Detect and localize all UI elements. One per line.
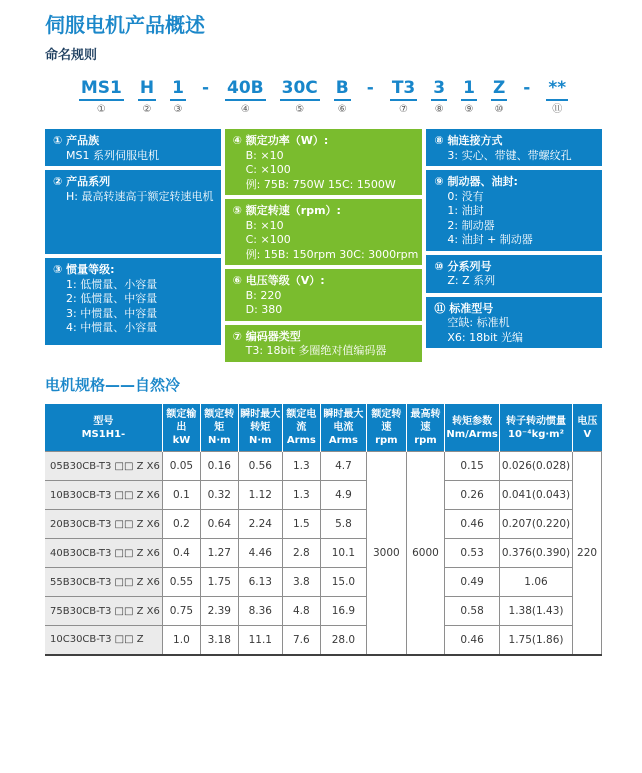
legend-box-item: 3: 实心、带键、带螺纹孔 <box>447 148 572 162</box>
legend-box-title: ⑤ 额定转速（rpm）: <box>232 204 341 217</box>
legend-box-item: T3: 18bit 多圈绝对值编码器 <box>245 344 387 357</box>
max-torque-cell: 4.46 <box>238 539 282 568</box>
naming-legend-box <box>225 269 423 321</box>
model-code-segment <box>334 78 351 116</box>
rated-output-cell: 0.55 <box>162 568 200 597</box>
max-current-cell: 4.7 <box>320 452 366 481</box>
rated-current-cell: 1.5 <box>283 510 321 539</box>
naming-legend-box <box>225 129 423 195</box>
model-code-segment <box>280 78 320 116</box>
legend-box-title: ⑪ 标准型号 <box>434 301 494 315</box>
max-torque-cell: 1.12 <box>238 481 282 510</box>
rotor-inertia-cell: 1.38(1.43) <box>499 597 572 626</box>
model-cell: 20B30CB-T3 □□ Z X6 <box>45 510 162 539</box>
column-header-name: 瞬时最大电流 <box>323 409 364 433</box>
model-cell: 40B30CB-T3 □□ Z X6 <box>45 539 162 568</box>
legend-box-item: C: ×100 <box>245 233 291 246</box>
model-code-segment-number: ④ <box>240 104 250 115</box>
legend-box-item: B: 220 <box>245 288 282 302</box>
column-header-name: 瞬时最大转矩 <box>240 409 281 433</box>
rated-output-cell: 0.05 <box>162 452 200 481</box>
column-header <box>573 404 602 452</box>
rated-output-cell: 0.4 <box>162 539 200 568</box>
legend-box-title: ② 产品系列 <box>53 175 111 188</box>
max-current-cell: 15.0 <box>320 568 366 597</box>
column-header-name: 最高转速 <box>410 409 441 433</box>
model-code-segment-text: ** <box>546 78 568 101</box>
legend-box-item: MS1 系列伺服电机 <box>66 148 159 162</box>
legend-box-item: 4: 油封 + 制动器 <box>447 233 533 246</box>
model-code-segment-text: 3 <box>431 78 447 101</box>
model-code-segment <box>225 78 266 116</box>
rated-current-cell: 3.8 <box>283 568 321 597</box>
model-cell: 10C30CB-T3 □□ Z <box>45 626 162 655</box>
legend-box-title: ④ 额定功率（W）: <box>232 134 329 147</box>
max-torque-cell: 6.13 <box>238 568 282 597</box>
model-code-segment <box>431 78 447 116</box>
model-code-segment-text: 1 <box>461 78 477 101</box>
legend-box-title: ⑧ 轴连接方式 <box>434 134 503 147</box>
table-row <box>45 626 602 655</box>
column-header-name: 额定输出 <box>166 409 197 433</box>
model-code-segment-text: - <box>201 78 210 98</box>
column-header-name: 额定电流 <box>286 409 317 433</box>
model-code-segment-text: B <box>334 78 351 101</box>
max-current-cell: 16.9 <box>320 597 366 626</box>
column-header-unit: Arms <box>286 435 316 446</box>
legend-box-item: C: ×100 <box>245 163 291 176</box>
max-speed-cell: 6000 <box>406 452 445 655</box>
column-header <box>367 404 406 452</box>
legend-box-title: ③ 惯量等级: <box>53 263 115 276</box>
column-header-unit: rpm <box>375 435 398 446</box>
column-header <box>238 404 282 452</box>
legend-box-title: ① 产品族 <box>53 134 100 147</box>
rated-torque-cell: 0.64 <box>201 510 239 539</box>
model-code-segment <box>170 78 186 116</box>
max-current-cell: 5.8 <box>320 510 366 539</box>
rotor-inertia-cell: 1.06 <box>499 568 572 597</box>
rated-current-cell: 7.6 <box>283 626 321 655</box>
model-code-segment <box>79 78 124 116</box>
legend-box-item: X6: 18bit 光编 <box>447 330 523 344</box>
torque-param-cell: 0.46 <box>445 626 499 655</box>
rated-torque-cell: 0.16 <box>201 452 239 481</box>
table-row <box>45 481 602 510</box>
rated-torque-cell: 3.18 <box>201 626 239 655</box>
table-row <box>45 568 602 597</box>
torque-param-cell: 0.15 <box>445 452 499 481</box>
max-current-cell: 10.1 <box>320 539 366 568</box>
column-header-unit: MS1H1- <box>81 428 126 440</box>
column-header-unit: rpm <box>414 435 437 446</box>
model-cell: 05B30CB-T3 □□ Z X6 <box>45 452 162 481</box>
max-torque-cell: 8.36 <box>238 597 282 626</box>
rated-current-cell: 4.8 <box>283 597 321 626</box>
naming-legend <box>45 129 602 357</box>
naming-legend-box <box>45 258 221 345</box>
max-current-cell: 28.0 <box>320 626 366 655</box>
legend-box-title: ⑥ 电压等级（V）: <box>232 274 325 287</box>
torque-param-cell: 0.53 <box>445 539 499 568</box>
model-code-segment-number: ① <box>96 104 106 115</box>
model-code-segment-number: ⑪ <box>552 104 563 115</box>
max-current-cell: 4.9 <box>320 481 366 510</box>
column-header <box>406 404 445 452</box>
column-header <box>45 404 162 452</box>
torque-param-cell: 0.58 <box>445 597 499 626</box>
table-row <box>45 597 602 626</box>
legend-box-item: 1: 低惯量、小容量 <box>66 277 158 291</box>
column-header-unit: 10⁻⁴kg·m² <box>508 428 564 440</box>
model-code-segment-number: ② <box>142 104 152 115</box>
naming-legend-column <box>426 129 602 345</box>
rotor-inertia-cell: 1.75(1.86) <box>499 626 572 655</box>
model-code-separator <box>521 78 532 116</box>
rated-current-cell: 2.8 <box>283 539 321 568</box>
rated-torque-cell: 1.27 <box>201 539 239 568</box>
model-cell: 10B30CB-T3 □□ Z X6 <box>45 481 162 510</box>
column-header-unit: V <box>583 428 592 440</box>
model-code-segment-number: ③ <box>173 104 183 115</box>
rated-torque-cell: 1.75 <box>201 568 239 597</box>
model-code-segment <box>491 78 507 116</box>
rotor-inertia-cell: 0.026(0.028) <box>499 452 572 481</box>
model-code-segment <box>390 78 417 116</box>
column-header-name: 转矩参数 <box>452 415 493 427</box>
naming-rules-heading: 命名规则 <box>45 48 98 63</box>
voltage-cell: 220 <box>573 452 602 655</box>
rated-speed-cell: 3000 <box>367 452 406 655</box>
legend-box-title: ⑨ 制动器、油封: <box>434 175 518 188</box>
column-header-unit: N·m <box>207 435 231 446</box>
page-title: 伺服电机产品概述 <box>45 13 205 37</box>
naming-legend-box <box>426 255 602 293</box>
torque-param-cell: 0.26 <box>445 481 499 510</box>
column-header-name: 型号 <box>93 415 114 427</box>
rated-torque-cell: 2.39 <box>201 597 239 626</box>
column-header <box>320 404 366 452</box>
model-code-segment-text: 1 <box>170 78 186 101</box>
naming-legend-column <box>225 129 423 357</box>
naming-legend-box <box>225 199 423 265</box>
model-code-line <box>45 78 602 118</box>
rated-output-cell: 0.2 <box>162 510 200 539</box>
legend-box-item: H: 最高转速高于额定转速电机 <box>66 189 214 203</box>
legend-box-item: 例: 75B: 750W 15C: 1500W <box>245 177 396 191</box>
rotor-inertia-cell: 0.376(0.390) <box>499 539 572 568</box>
model-code-segment-number: ⑧ <box>434 104 444 115</box>
column-header <box>162 404 200 452</box>
spec-section-heading: 电机规格——自然冷 <box>45 376 181 394</box>
legend-box-item: B: ×10 <box>245 148 284 162</box>
naming-legend-box <box>45 129 221 166</box>
naming-legend-box <box>426 129 602 166</box>
model-code-separator <box>200 78 211 116</box>
model-code-separator <box>365 78 376 116</box>
table-row <box>45 452 602 481</box>
column-header-name: 额定转速 <box>371 409 402 433</box>
header-row <box>45 404 602 452</box>
legend-box-item: B: ×10 <box>245 218 284 232</box>
model-code-segment-text: - <box>523 78 531 98</box>
model-code-segment-number: ⑨ <box>464 104 474 115</box>
max-torque-cell: 0.56 <box>238 452 282 481</box>
column-header <box>201 404 239 452</box>
model-code-segment-text: MS1 <box>79 78 124 101</box>
table-row <box>45 539 602 568</box>
column-header-name: 电压 <box>577 415 598 427</box>
naming-legend-box <box>426 297 602 349</box>
column-header-unit: Nm/Arms <box>446 428 498 440</box>
rotor-inertia-cell: 0.041(0.043) <box>499 481 572 510</box>
model-code-segment-number: ⑤ <box>295 104 305 115</box>
model-code-segment-number: ⑩ <box>494 104 504 115</box>
legend-box-item: 3: 中惯量、中容量 <box>66 306 158 320</box>
model-code-segment <box>546 78 568 116</box>
model-code-segment-number: ⑦ <box>399 104 409 115</box>
column-header-unit: N·m <box>249 435 272 446</box>
model-code-segment-text: 40B <box>225 78 266 101</box>
model-code-segment-text: 30C <box>280 78 320 101</box>
column-header <box>445 404 499 452</box>
table-row <box>45 510 602 539</box>
rotor-inertia-cell: 0.207(0.220) <box>499 510 572 539</box>
torque-param-cell: 0.46 <box>445 510 499 539</box>
model-code-segment-text: Z <box>491 78 507 101</box>
model-cell: 55B30CB-T3 □□ Z X6 <box>45 568 162 597</box>
model-cell: 75B30CB-T3 □□ Z X6 <box>45 597 162 626</box>
rated-output-cell: 0.1 <box>162 481 200 510</box>
column-header-unit: kW <box>172 435 191 446</box>
model-code-segment-number: ⑥ <box>337 104 347 115</box>
legend-box-item: Z: Z 系列 <box>447 274 496 287</box>
legend-box-title: ⑩ 分系列号 <box>434 259 492 273</box>
rated-torque-cell: 0.32 <box>201 481 239 510</box>
legend-box-item: 0: 没有 <box>447 189 484 203</box>
model-code-segment-text: T3 <box>390 78 417 101</box>
legend-box-item: 1: 油封 <box>447 204 484 217</box>
column-header-name: 额定转矩 <box>204 409 235 433</box>
max-torque-cell: 11.1 <box>238 626 282 655</box>
rated-output-cell: 1.0 <box>162 626 200 655</box>
legend-box-item: 4: 中惯量、小容量 <box>66 321 158 334</box>
legend-box-item: 例: 15B: 150rpm 30C: 3000rpm <box>245 247 419 261</box>
legend-box-item: 空缺: 标准机 <box>447 316 510 329</box>
rated-current-cell: 1.3 <box>283 452 321 481</box>
max-torque-cell: 2.24 <box>238 510 282 539</box>
naming-legend-column <box>45 129 221 345</box>
naming-legend-box <box>225 325 423 362</box>
motor-spec-table <box>45 404 602 656</box>
column-header-name: 转子转动惯量 <box>506 415 566 427</box>
rated-current-cell: 1.3 <box>283 481 321 510</box>
model-code-segment-text: - <box>366 78 374 98</box>
model-code-segment <box>138 78 156 116</box>
naming-legend-box <box>45 170 221 254</box>
legend-box-title: ⑦ 编码器类型 <box>232 329 301 343</box>
torque-param-cell: 0.49 <box>445 568 499 597</box>
model-code-segment-text: H <box>138 78 156 101</box>
column-header-unit: Arms <box>328 435 358 446</box>
column-header <box>499 404 572 452</box>
model-code-segment <box>461 78 477 116</box>
legend-box-item: D: 380 <box>245 303 283 316</box>
naming-legend-box <box>426 170 602 251</box>
rated-output-cell: 0.75 <box>162 597 200 626</box>
column-header <box>283 404 321 452</box>
legend-box-item: 2: 低惯量、中容量 <box>66 292 158 305</box>
legend-box-item: 2: 制动器 <box>447 218 495 232</box>
